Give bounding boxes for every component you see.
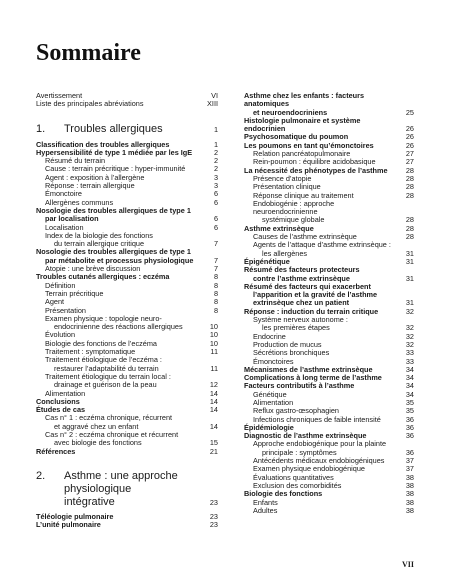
- chapter-page: 23: [209, 497, 218, 507]
- chapter-title: Troubles allergiques: [64, 122, 163, 135]
- toc-entry[interactable]: [36, 373, 218, 390]
- toc-entry-line: les premières étapes: [262, 323, 330, 333]
- toc-entry-line: les allergènes: [262, 248, 308, 258]
- toc-entry-line: Rein-poumon : équilibre acidobasique: [253, 157, 376, 167]
- toc-entry-page: 38: [405, 505, 414, 515]
- toc-entry-line: extrinsèque chez un patient: [253, 298, 350, 308]
- toc-entry-line: Adultes: [253, 505, 278, 515]
- toc-entry-line: Asthme chez les enfants : facteurs anatomiques: [244, 91, 365, 109]
- toc-entry-title: [244, 283, 400, 308]
- toc-entry[interactable]: [244, 200, 414, 225]
- toc-entry-line: Cas n° 1 : eczéma chronique, récurrent: [45, 413, 173, 423]
- toc-entry-title: [244, 241, 400, 258]
- toc-entry-line: L’unité pulmonaire: [36, 520, 101, 530]
- toc-entry[interactable]: [244, 507, 414, 515]
- toc-entry-page: 3: [213, 181, 218, 191]
- toc-entry-line: Évaluations quantitatives: [253, 472, 334, 482]
- toc-entry-line: Cause : terrain précritique : hyper-immunité: [45, 164, 186, 174]
- toc-entry-line: Biologie des fonctions de l’eczéma: [45, 338, 157, 348]
- toc-entry-page: 37: [405, 464, 414, 474]
- toc-entry-page: VI: [211, 91, 218, 100]
- toc-entry-title: [244, 200, 400, 225]
- toc-entry-title: [244, 92, 400, 117]
- toc-entry-title: [244, 507, 400, 515]
- right-entries: [244, 92, 414, 515]
- toc-entry-page: 8: [213, 272, 218, 282]
- toc-entry-page: 37: [405, 456, 414, 466]
- toc-entry-title: [36, 100, 201, 108]
- toc-entry-page: 27: [405, 157, 414, 167]
- toc-left-column: [36, 92, 218, 529]
- toc-entry-title: [244, 266, 400, 283]
- toc-entry-page: 23: [209, 511, 218, 521]
- toc-entry-line: Causes de l’asthme extrinsèque: [253, 232, 357, 242]
- toc-entry-line: Émonctoire: [45, 189, 82, 199]
- toc-entry-line: Infections chroniques de faible intensité: [253, 414, 381, 424]
- spacer: [36, 109, 218, 123]
- toc-entry-line: Liste des principales abréviations: [36, 99, 144, 109]
- toc-entry-page: 35: [405, 406, 414, 416]
- toc-entry-line: principale : symptômes: [262, 447, 337, 457]
- toc-entry-title: [36, 521, 204, 529]
- toc-entry-line: Histologie pulmonaire et système endocrinien: [244, 115, 361, 134]
- toc-entry-page: 2: [213, 164, 218, 174]
- toc-entry-page: 33: [405, 348, 414, 358]
- toc-entry-line: Épigénétique: [244, 256, 290, 266]
- chapter-title-line: intégrative: [64, 495, 115, 508]
- toc-entry-line: Localisation: [45, 222, 84, 232]
- chapter-title-line: Asthme : une approche physiologique: [64, 469, 178, 495]
- toc-entry-page: 7: [213, 239, 218, 249]
- toc-entry[interactable]: [244, 266, 414, 283]
- toc-entry-line: Épidémiologie: [244, 422, 294, 432]
- toc-entry-page: 11: [210, 347, 218, 357]
- toc-entry-line: Avertissement: [36, 91, 83, 100]
- toc-entry-page: 1: [213, 139, 218, 149]
- toc-entry-line: Références: [36, 446, 76, 456]
- toc-entry-page: 7: [213, 264, 218, 274]
- toc-entry-line: Relation pancréatopulmonaire: [253, 149, 351, 159]
- toc-entry-line: par métabolite et processus physiologique: [45, 255, 194, 265]
- toc-entry-line: par localisation: [45, 214, 99, 224]
- toc-entry-line: Hypersensibilité de type 1 médiée par les IgE: [36, 147, 193, 157]
- toc-entry-page: 10: [209, 322, 218, 332]
- toc-entry-line: Traitement étiologique du terrain local :: [45, 371, 171, 381]
- toc-entry[interactable]: [244, 92, 414, 117]
- toc-entry-page: 21: [209, 446, 218, 456]
- toc-entry-line: endocrinienne des réactions allergiques: [54, 322, 183, 332]
- toc-entry-line: Alimentation: [253, 397, 294, 407]
- front-matter-list: [36, 92, 218, 109]
- toc-entry-page: 14: [209, 405, 218, 415]
- toc-entry-page: 34: [405, 373, 414, 383]
- toc-entry[interactable]: [36, 521, 218, 529]
- toc-entry-page: 14: [209, 396, 218, 406]
- toc-entry-page: 31: [405, 256, 414, 266]
- toc-entry-page: 36: [405, 447, 414, 457]
- toc-entry-title: [36, 373, 204, 390]
- toc-entry[interactable]: [244, 316, 414, 333]
- toc-entry-page: 23: [209, 520, 218, 530]
- toc-entry-page: 32: [405, 323, 414, 333]
- toc-entry-line: Présence d’atopie: [253, 173, 312, 183]
- toc-entry-page: 6: [213, 197, 218, 207]
- chapter-2-entries: [36, 513, 218, 530]
- toc-entry-line: Enfants: [253, 497, 278, 507]
- toc-entry-page: 25: [405, 107, 414, 117]
- toc-entry-line: Évolution: [45, 330, 76, 340]
- toc-entry-page: 6: [213, 222, 218, 232]
- toc-entry-line: Réponse : induction du terrain critique: [244, 306, 379, 316]
- toc-entry-line: Émonctoires: [253, 356, 294, 366]
- toc-entry-line: Téléologie pulmonaire: [36, 511, 114, 521]
- toc-entry-line: et aggravé chez un enfant: [54, 421, 139, 431]
- toc-entry-title: [36, 414, 204, 431]
- toc-entry-page: 11: [210, 363, 218, 373]
- toc-entry[interactable]: [244, 440, 414, 457]
- toc-entry-page: 14: [209, 388, 218, 398]
- toc-entry-line: Conclusions: [36, 396, 80, 406]
- toc-entry-title: [36, 248, 204, 265]
- toc-entry-line: Asthme extrinsèque: [244, 223, 314, 233]
- toc-entry-page: 7: [213, 255, 218, 265]
- toc-entry-page: 32: [405, 331, 414, 341]
- toc-entry-page: 8: [213, 305, 218, 315]
- toc-entry-title: [36, 315, 204, 332]
- toc-entry-page: 35: [405, 397, 414, 407]
- toc-entry-line: Terrain précritique: [45, 288, 104, 298]
- toc-entry[interactable]: [36, 100, 218, 108]
- toc-entry-line: Mécanismes de l’asthme extrinsèque: [244, 364, 373, 374]
- toc-entry-line: drainage et guérison de la peau: [54, 380, 157, 390]
- toc-entry-page: 36: [405, 422, 414, 432]
- toc-entry-line: Alimentation: [45, 388, 86, 398]
- toc-entry-page: 6: [213, 189, 218, 199]
- toc-entry-page: 34: [405, 381, 414, 391]
- toc-right-column: [244, 92, 414, 515]
- toc-entry-line: Système nerveux autonome :: [253, 315, 348, 325]
- toc-entry-page: 2: [213, 156, 218, 166]
- toc-entry-line: Agents de l’attaque d’asthme extrinsèque :: [253, 240, 391, 250]
- toc-entry-page: 36: [405, 431, 414, 441]
- toc-entry[interactable]: [36, 448, 218, 456]
- toc-entry-page: 32: [405, 339, 414, 349]
- toc-entry-line: Nosologie des troubles allergiques de type 1: [36, 247, 191, 257]
- toc-entry-page: 38: [405, 480, 414, 490]
- toc-entry-page: 10: [209, 338, 218, 348]
- toc-entry-line: Résumé du terrain: [45, 156, 106, 166]
- toc-entry-page: 28: [405, 232, 414, 242]
- toc-entry-title: [244, 117, 400, 134]
- chapter-number: 2.: [36, 469, 46, 482]
- toc-entry-line: Troubles cutanés allergiques : eczéma: [36, 272, 170, 282]
- toc-entry-line: l’apparition et la gravité de l’asthme: [253, 290, 378, 300]
- toc-entry[interactable]: [36, 414, 218, 431]
- toc-entry-line: Traitement : symptomatique: [45, 347, 136, 357]
- toc-entry[interactable]: [36, 431, 218, 448]
- spacer: [36, 456, 218, 470]
- toc-entry-line: Endobiogénie : approche neuroendocrinienne: [253, 198, 335, 217]
- toc-entry-title: [244, 316, 400, 333]
- toc-entry-page: 10: [209, 330, 218, 340]
- chapter-1-entries: [36, 141, 218, 456]
- toc-entry-line: Présentation clinique: [253, 182, 321, 192]
- toc-entry-line: Diagnostic de l’asthme extrinsèque: [244, 431, 367, 441]
- toc-entry-title: [36, 207, 204, 224]
- toc-entry-page: 28: [405, 215, 414, 225]
- toc-entry-line: Études de cas: [36, 405, 86, 415]
- toc-entry-line: Classification des troubles allergiques: [36, 139, 170, 149]
- toc-entry-line: Psychosomatique du poumon: [244, 132, 349, 142]
- toc-entry-page: 28: [405, 223, 414, 233]
- toc-entry-line: Examen physique : topologie neuro-: [45, 313, 162, 323]
- toc-entry[interactable]: [36, 207, 218, 224]
- toc-entry-line: Sécrétions bronchiques: [253, 348, 330, 358]
- toc-entry-line: Complications à long terme de l’asthme: [244, 373, 382, 383]
- toc-entry[interactable]: [36, 356, 218, 373]
- toc-entry-page: 2: [213, 147, 218, 157]
- toc-entry-page: 38: [405, 497, 414, 507]
- toc-entry-line: et neuroendocriniens: [253, 107, 328, 117]
- page-number: VII: [401, 560, 414, 569]
- toc-entry-page: 28: [405, 173, 414, 183]
- toc-entry-line: Définition: [45, 280, 76, 290]
- toc-entry[interactable]: [36, 315, 218, 332]
- toc-entry[interactable]: [244, 283, 414, 308]
- toc-entry-line: avec biologie des fonctions: [54, 438, 142, 448]
- toc-entry-page: 38: [405, 489, 414, 499]
- toc-entry-page: 26: [405, 132, 414, 142]
- toc-entry[interactable]: [36, 248, 218, 265]
- toc-entry-page: 28: [405, 165, 414, 175]
- toc-entry-line: Allergènes communs: [45, 197, 114, 207]
- toc-entry-line: Agent: [45, 297, 65, 307]
- toc-entry-page: 28: [405, 182, 414, 192]
- toc-entry-line: Présentation: [45, 305, 86, 315]
- toc-entry-line: Réponse : terrain allergique: [45, 181, 135, 191]
- toc-entry-title: [36, 232, 204, 249]
- toc-entry-line: Endocrine: [253, 331, 286, 341]
- toc-entry-title: [244, 440, 400, 457]
- toc-entry-line: systémique globale: [262, 215, 325, 225]
- toc-entry-page: 36: [405, 414, 414, 424]
- toc-entry-page: 31: [405, 298, 414, 308]
- toc-entry-line: Génétique: [253, 389, 287, 399]
- toc-entry[interactable]: [244, 241, 414, 258]
- toc-entry-line: Approche endobiogénique pour la plainte: [253, 439, 387, 449]
- toc-entry-line: Réponse clinique au traitement: [253, 190, 354, 200]
- page-title: Sommaire: [36, 40, 141, 66]
- toc-entry-page: 6: [213, 214, 218, 224]
- chapter-2-heading[interactable]: [36, 470, 218, 509]
- chapter-page: 1: [213, 124, 218, 134]
- toc-entry-line: Reflux gastro-œsophagien: [253, 406, 339, 416]
- toc-entry-line: Biologie des fonctions: [244, 489, 323, 499]
- toc-entry[interactable]: [36, 232, 218, 249]
- toc-entry-line: Agent : exposition à l’allergène: [45, 172, 145, 182]
- toc-entry-page: 33: [405, 356, 414, 366]
- toc-entry-page: 27: [405, 149, 414, 159]
- toc-entry-line: du terrain allergique critique: [54, 239, 145, 249]
- toc-entry-line: Nosologie des troubles allergiques de type 1: [36, 205, 191, 215]
- toc-entry-page: 32: [405, 306, 414, 316]
- toc-entry-line: Traitement étiologique de l’eczéma :: [45, 355, 162, 365]
- toc-entry-line: Index de la biologie des fonctions: [45, 230, 153, 240]
- toc-entry-line: La nécessité des phénotypes de l’asthme: [244, 165, 388, 175]
- toc-entry-line: restaurer l’adaptabilité du terrain: [54, 363, 159, 373]
- toc-entry-page: 34: [405, 364, 414, 374]
- toc-entry-page: 8: [213, 297, 218, 307]
- toc-entry-title: [36, 356, 204, 373]
- toc-entry-page: 26: [405, 140, 414, 150]
- toc-entry-page: 26: [405, 124, 414, 134]
- toc-entry-page: 34: [405, 389, 414, 399]
- toc-entry-line: Exclusion des comorbidités: [253, 480, 342, 490]
- toc-entry-page: 15: [209, 438, 218, 448]
- toc-entry-page: 38: [405, 472, 414, 482]
- toc-entry-page: 28: [405, 190, 414, 200]
- toc-entry-line: Atopie : une brève discussion: [45, 264, 141, 274]
- toc-entry-line: Résumé des facteurs qui exacerbent: [244, 281, 371, 291]
- toc-entry[interactable]: [244, 117, 414, 134]
- toc-entry-page: 31: [405, 273, 414, 283]
- toc-entry-title: [36, 431, 204, 448]
- toc-entry-page: 8: [213, 280, 218, 290]
- toc-entry-title: [36, 448, 204, 456]
- toc-entry-line: contre l’asthme extrinsèque: [253, 273, 350, 283]
- toc-entry-line: Résumé des facteurs protecteurs: [244, 265, 360, 275]
- chapter-title: [64, 470, 204, 509]
- toc-entry-line: Cas n° 2 : eczéma chronique et récurrent: [45, 429, 179, 439]
- toc-entry-page: XIII: [207, 99, 218, 109]
- toc-entry-page: 14: [209, 421, 218, 431]
- toc-entry-page: 31: [405, 248, 414, 258]
- toc-entry-line: Les poumons en tant qu’émonctoires: [244, 140, 374, 150]
- toc-entry-line: Production de mucus: [253, 339, 322, 349]
- toc-entry-page: 12: [209, 380, 218, 390]
- toc-entry-page: 8: [213, 288, 218, 298]
- toc-entry-line: Antécédents médicaux endobiogéniques: [253, 456, 385, 466]
- toc-entry-page: 3: [213, 172, 218, 182]
- toc-entry-line: Examen physique endobiogénique: [253, 464, 365, 474]
- chapter-1-heading[interactable]: [36, 123, 218, 136]
- chapter-number: 1.: [36, 122, 46, 135]
- toc-entry-line: Facteurs contributifs à l’asthme: [244, 381, 355, 391]
